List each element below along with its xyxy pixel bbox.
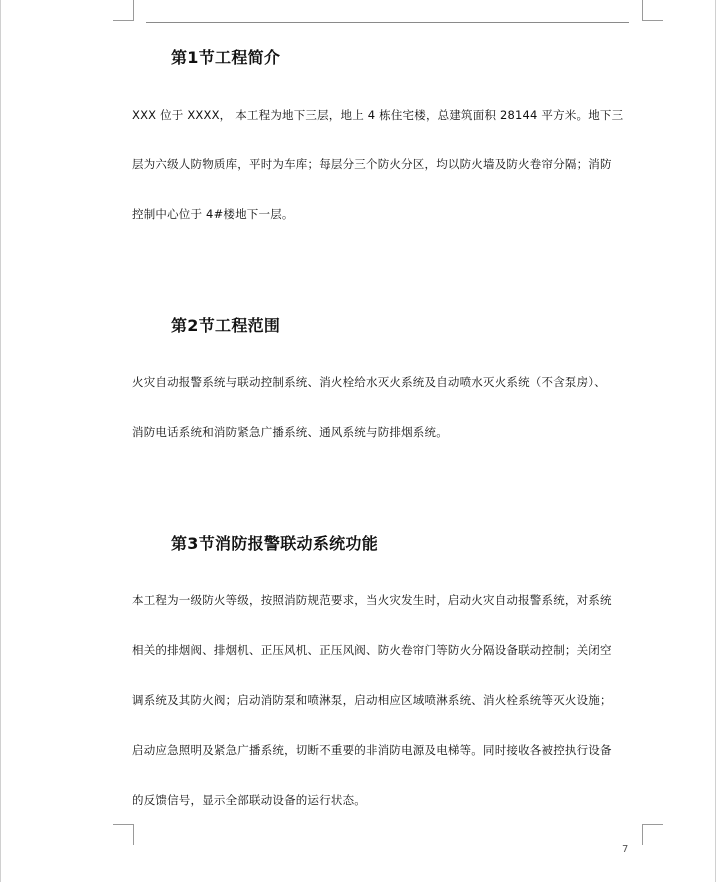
paragraph-line: 火灾自动报警系统与联动控制系统、消火栓给水灭火系统及自动喷水灭火系统（不含泵房）、: [132, 375, 606, 389]
crop-mark-bottom-left: [113, 824, 134, 845]
crop-mark-top-right: [642, 0, 663, 21]
page-number: 7: [622, 844, 629, 855]
paragraph-line: 启动应急照明及紧急广播系统，切断不重要的非消防电源及电梯等。同时接收各被控执行设备: [132, 743, 612, 757]
paragraph-line: 调系统及其防火阀；启动消防泵和喷淋泵，启动相应区域喷淋系统、消火栓系统等灭火设施；: [132, 693, 612, 707]
crop-mark-top-left: [113, 0, 134, 21]
paragraph-line: 层为六级人防物质库，平时为车库；每层分三个防火分区，均以防火墙及防火卷帘分隔；消防: [132, 157, 612, 171]
crop-mark-bottom-right: [642, 824, 663, 845]
paragraph-line: XXX 位于 XXXX， 本工程为地下三层，地上 4 栋住宅楼，总建筑面积 28144 平方米。地下三: [132, 108, 624, 122]
paragraph-line: 消防电话系统和消防紧急广播系统、通风系统与防排烟系统。: [132, 425, 448, 439]
paragraph-line: 相关的排烟阀、排烟机、正压风机、正压风阀、防火卷帘门等防火分隔设备联动控制；关闭空: [132, 643, 612, 657]
section-heading: 第1节工程简介: [171, 48, 281, 67]
section-heading: 第3节消防报警联动系统功能: [171, 534, 379, 553]
paragraph-line: 的反馈信号，显示全部联动设备的运行状态。: [132, 793, 366, 807]
paragraph-line: 本工程为一级防火等级，按照消防规范要求，当火灾发生时，启动火灾自动报警系统，对系统: [132, 593, 612, 607]
header-rule: [146, 22, 629, 23]
paragraph-line: 控制中心位于 4#楼地下一层。: [132, 207, 294, 221]
section-heading: 第2节工程范围: [171, 316, 281, 335]
